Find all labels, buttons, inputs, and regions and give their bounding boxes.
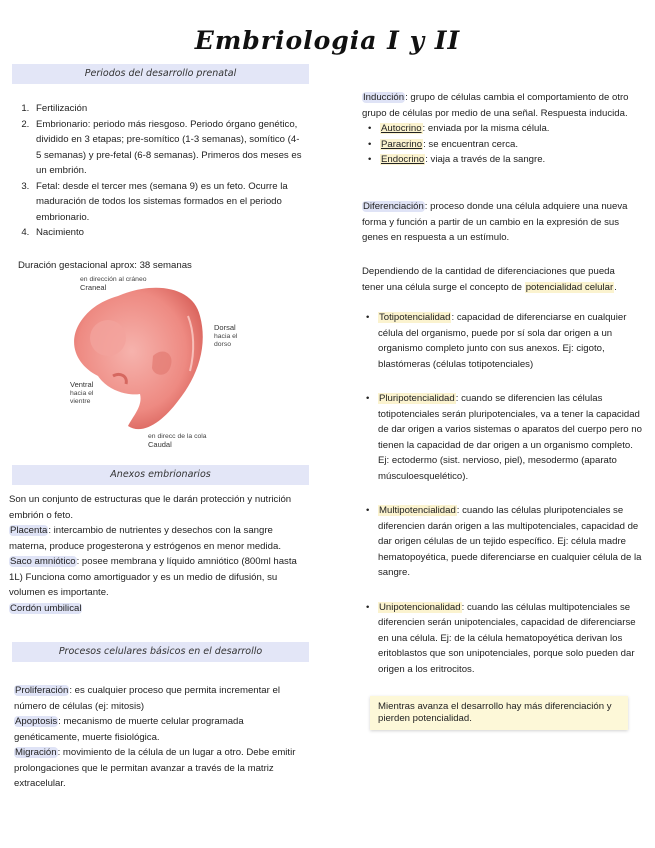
migracion-item: Migración: movimiento de la célula de un lugar a otro. Debe emitir prolongaciones que le permitan avanzar a través de la matriz extracelular. [14, 747, 296, 789]
induccion-text: Inducción: grupo de células cambia el comportamiento de otro grupo de células por medio de una señal. Respuesta inducida. [362, 92, 629, 119]
potencialidad-intro: Dependiendo de la cantidad de diferenciaciones que pueda tener una célula surge el concepto de potencialidad celular. [362, 266, 617, 293]
page-title: Embriologia I y II [194, 26, 461, 55]
craneal-label: en dirección al cráneo Craneal [80, 276, 147, 292]
induccion-block [362, 90, 634, 168]
placenta-item: Placenta: intercambio de nutrientes y desechos con la sangre materna, produce progesterona y estrógenos en menor medida. [9, 525, 281, 552]
embryo-illustration [58, 276, 248, 449]
anexos-block [9, 492, 307, 616]
stages-list [14, 101, 304, 241]
list-item: 4. Nacimiento [32, 225, 304, 241]
section-header-procesos: Procesos celulares básicos en el desarrollo [12, 642, 309, 662]
proliferacion-item: Proliferación: es cualquier proceso que permita incrementar el número de células (ej: mitosis) [14, 685, 280, 712]
section-header-prenatal: Periodos del desarrollo prenatal [12, 64, 309, 84]
section-header-anexos: Anexos embrionarios [12, 465, 309, 485]
dorsal-label: Dorsal hacia el dorso [214, 323, 238, 348]
caudal-label: en direcc de la cola Caudal [148, 433, 207, 449]
procesos-block [14, 683, 307, 792]
potencialidad-list [362, 310, 642, 677]
sticky-note: Mientras avanza el desarrollo hay más diferenciación y pierden potencialidad. [370, 696, 628, 730]
list-item: • Unipotencionalidad: cuando las células multipotenciales se diferencien serán unipotenciales, capacidad de diferenciarse en una célula. Ej: de la célula hematopoyética derivan los eritoblastos que son unipotenciales, porque solo pueden dar origen a los eritrocitos. [378, 600, 642, 678]
cordon-item: Cordón umbilical [10, 602, 82, 614]
list-item: • Pluripotencialidad: cuando se diferencien las células totipotenciales serán pluripotenciales, va a tener la capacidad de dar origen a varios sistemas o aparatos del cuerpo pero no tienen la capacidad de dar origen a un organismo completo. Ej: ectodermo (sist. nervioso, piel), mesodermo (aparato músculoesquelético). [378, 391, 642, 484]
apoptosis-item: Apoptosis: mecanismo de muerte celular programada genéticamente, muerte fisiológica. [14, 716, 244, 743]
stages-list-block [14, 101, 304, 241]
list-item: 3. Fetal: desde el tercer mes (semana 9) es un feto. Ocurre la maduración de todos los sistemas formados en el periodo embrionario. [32, 179, 304, 226]
list-item: • Paracrino: se encuentran cerca. [380, 137, 634, 153]
potencialidad-list-block [362, 310, 642, 696]
list-item: • Autocrino: enviada por la misma célula. [380, 121, 634, 137]
anexos-intro: Son un conjunto de estructuras que le darán protección y nutrición embrión o feto. [9, 494, 292, 521]
list-item: • Endocrino: viaja a través de la sangre. [380, 152, 634, 168]
list-item: 2. Embrionario: periodo más riesgoso. Periodo órgano genético, dividido en 3 etapas; pre-somítico (1-3 semanas), somítico (4-5 semanas) y pre-fetal (6-8 semanas). Primeros dos meses es un embrión. [32, 117, 304, 179]
list-item: • Totipotencialidad: capacidad de diferenciarse en cualquier célula del organismo, puede por sí sola dar origen a un organismo completo junto con sus anexos. Ej: cigoto, blastómeras (células totipotenciales) [378, 310, 642, 372]
gestation-text: Duración gestacional aprox: 38 semanas [18, 260, 192, 271]
induccion-list [362, 121, 634, 168]
saco-item: Saco amniótico: posee membrana y líquido amniótico (800ml hasta 1L) Funciona como amortiguador y es un medio de difusión, su volumen es importante. [9, 556, 297, 598]
list-item: • Multipotencialidad: cuando las células pluripotenciales se diferencien darán origen a las multipotenciales, capacidad de dar origen células de un tejido específico. Ej: célula madre hematopoyética, puede diferenciarse en cualquier célula de la sangre. [378, 503, 642, 581]
diferenciacion-block: Diferenciación: proceso donde una célula adquiere una nueva forma y función a partir de un cambio en la expresión de sus genes en respuesta a un estímulo. [362, 201, 628, 243]
embryo-image [58, 276, 248, 446]
ventral-label: Ventral hacia el vientre [70, 380, 94, 405]
list-item: 1. Fertilización [32, 101, 304, 117]
